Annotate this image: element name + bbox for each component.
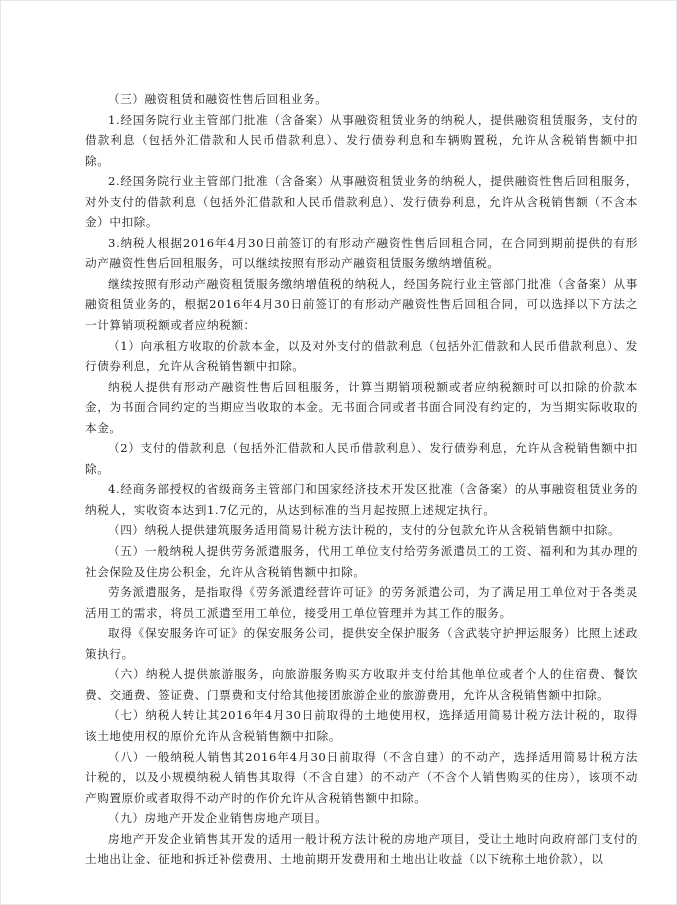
paragraph: 继续按照有形动产融资租赁服务缴纳增值税的纳税人，经国务院行业主管部门批准（含备案）从事融资租赁业务的，根据2016年4月30日前签订的有形动产融资性售后回租合同，可以选择以下方法之一计算销项税额或者应纳税额： <box>85 276 638 333</box>
section-heading-9: （九）房地产开发企业销售房地产项目。 <box>108 811 328 826</box>
section-heading-8: （八）一般纳税人销售其2016年4月30日前取得（不含自建）的不动产，选择适用简易计税方法计税的，以及小规模纳税人销售其取得（不含自建）的不动产（不含个人销售购买的住房），该项不动产购置原价或者取得不动产时的作价允许从含税销售额中扣除。 <box>85 749 638 805</box>
section-heading-6: （六）纳税人提供旅游服务，向旅游服务购买方收取并支付给其他单位或者个人的住宿费、餐饮费、交通费、签证费、门票费和支付给其他接团旅游企业的旅游费用，允许从含税销售额中扣除。 <box>85 667 638 702</box>
paragraph: （1）向承租方收取的价款本金，以及对外支付的借款利息（包括外汇借款和人民币借款利息）、发行债券利息，允许从含税销售额中扣除。 <box>85 338 638 374</box>
paragraph: 纳税人提供有形动产融资性售后回租服务，计算当期销项税额或者应纳税额时可以扣除的价款本金，为书面合同约定的当期应当收取的本金。无书面合同或者书面合同没有约定的，为当期实际收取的本金。 <box>85 379 638 435</box>
paragraph: 1.经国务院行业主管部门批准（含备案）从事融资租赁业务的纳税人，提供融资租赁服务，支付的借款利息（包括外汇借款和人民币借款利息）、发行债券利息和车辆购置税，允许从含税销售额中扣除。 <box>85 112 638 168</box>
section-heading-7: （七）纳税人转让其2016年4月30日前取得的土地使用权，选择适用简易计税方法计税的，取得该土地使用权的原价允许从含税销售额中扣除。 <box>85 708 638 743</box>
paragraph: 取得《保安服务许可证》的保安服务公司，提供安全保护服务（含武装守护押运服务）比照上述政策执行。 <box>85 626 638 661</box>
section-heading-3: （三）融资租赁和融资性售后回租业务。 <box>108 92 328 106</box>
paragraph: 劳务派遣服务，是指取得《劳务派遣经营许可证》的劳务派遣公司，为了满足用工单位对于各类灵活用工的需求，将员工派遣至用工单位，接受用工单位管理并为其工作的服务。 <box>85 585 638 620</box>
paragraph: 2.经国务院行业主管部门批准（含备案）从事融资租赁业务的纳税人，提供融资性售后回租服务，对外支付的借款利息（包括外汇借款和人民币借款利息）、发行债券利息，允许从含税销售额（不含本金）中扣除。 <box>85 174 638 230</box>
paragraph: 3.纳税人根据2016年4月30日前签订的有形动产融资性售后回租合同，在合同到期前提供的有形动产融资性售后回租服务，可以继续按照有形动产融资租赁服务缴纳增值税。 <box>85 235 638 271</box>
paragraph: 4.经商务部授权的省级商务主管部门和国家经济技术开发区批准（含备案）的从事融资租赁业务的纳税人，实收资本达到1.7亿元的，从达到标准的当月起按照上述规定执行。 <box>85 482 638 517</box>
document-body <box>85 89 638 870</box>
paragraph: 房地产开发企业销售其开发的适用一般计税方法计税的房地产项目，受让土地时向政府部门支付的土地出让金、征地和拆迁补偿费用、土地前期开发费用和土地出让收益（以下统称土地价款），以 <box>85 831 638 867</box>
section-heading-5: （五）一般纳税人提供劳务派遣服务，代用工单位支付给劳务派遣员工的工资、福利和为其办理的社会保险及住房公积金，允许从含税销售额中扣除。 <box>85 544 638 579</box>
section-heading-4: （四）纳税人提供建筑服务适用简易计税方法计税的，支付的分包款允许从含税销售额中扣除。 <box>108 523 621 538</box>
paragraph: （2）支付的借款利息（包括外汇借款和人民币借款利息）、发行债券利息，允许从含税销售额中扣除。 <box>85 441 638 476</box>
